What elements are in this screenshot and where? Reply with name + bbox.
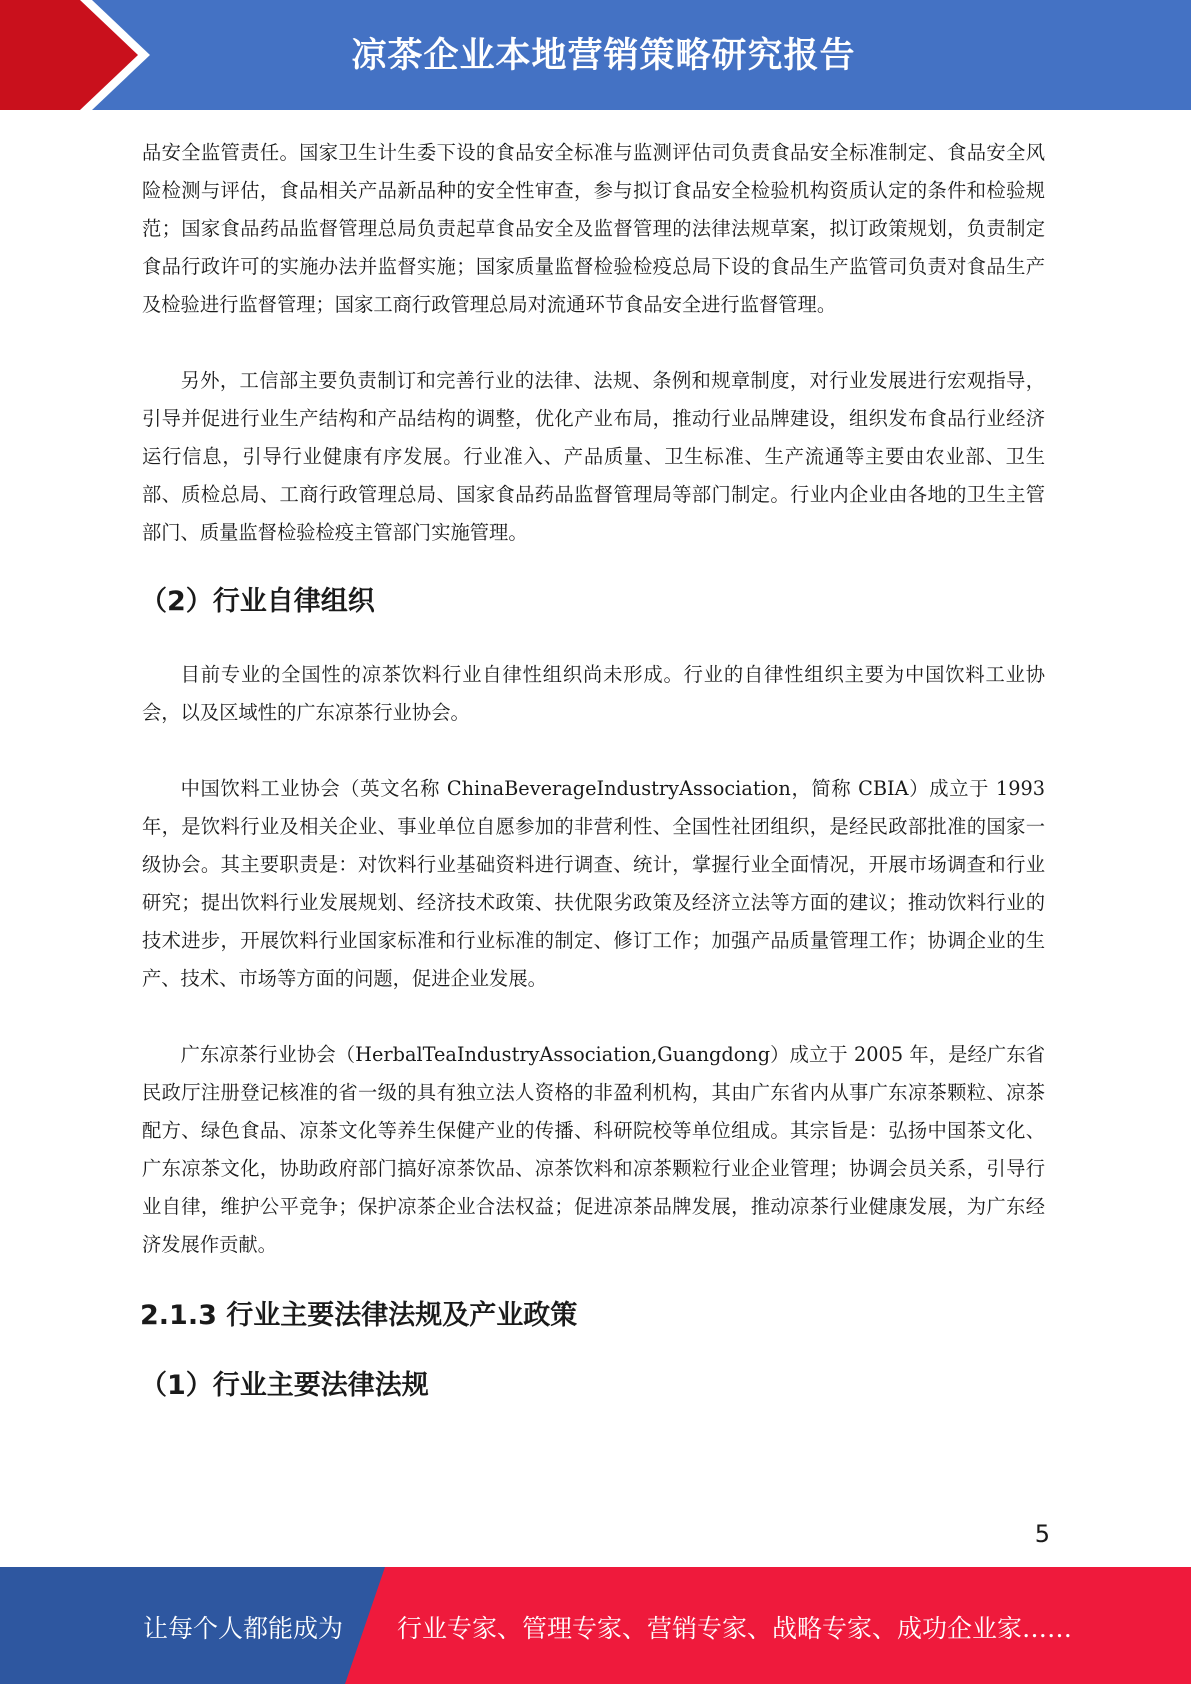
document-title: 凉茶企业本地营销策略研究报告 xyxy=(351,36,856,76)
paragraph-miit-responsibilities: 另外，工信部主要负责制订和完善行业的法律、法规、条例和规章制度，对行业发展进行宏观指导，引导并促进行业生产结构和产品结构的调整，优化产业布局，推动行业品牌建设，组织发布食品行业经济运行信息，引导行业健康有序发展。行业准入、产品质量、卫生标准、生产流通等主要由农业部、卫生部、质检总局、工商行政管理总局、国家食品药品监督管理局等部门制定。行业内企业由各地的卫生主管部门、质量监督检验检疫主管部门实施管理。 xyxy=(142,369,1045,544)
footer-slogan-right: 行业专家、管理专家、营销专家、战略专家、成功企业家…… xyxy=(397,1614,1073,1643)
page-footer xyxy=(0,1567,1191,1684)
section-heading-laws-policies: 2.1.3 行业主要法律法规及产业政策 xyxy=(140,1300,578,1331)
page-body xyxy=(142,134,1045,1406)
page-number: 5 xyxy=(1034,1520,1050,1548)
footer-slogan-left: 让每个人都能成为 xyxy=(143,1614,344,1643)
paragraph-regulation-continued: 品安全监管责任。国家卫生计生委下设的食品安全标准与监测评估司负责食品安全标准制定、食品安全风险检测与评估，食品相关产品新品种的安全性审查，参与拟订食品安全检验机构资质认定的条件和检验规范；国家食品药品监督管理总局负责起草食品安全及监督管理的法律法规草案，拟订政策规划，负责制定食品行政许可的实施办法并监督实施；国家质量监督检验检疫总局下设的食品生产监管司负责对食品生产及检验进行监督管理；国家工商行政管理总局对流通环节食品安全进行监督管理。 xyxy=(142,141,1045,316)
paragraph-guangdong-association: 广东凉茶行业协会（HerbalTeaIndustryAssociation,Guangdong）成立于 2005 年，是经广东省民政厅注册登记核准的省一级的具有独立法人资格的非盈利机构，其由广东省内从事广东凉茶颗粒、凉茶配方、绿色食品、凉茶文化等养生保健产业的传播、科研院校等单位组成。其宗旨是：弘扬中国茶文化、广东凉茶文化，协助政府部门搞好凉茶饮品、凉茶饮料和凉茶颗粒行业企业管理；协调会员关系，引导行业自律，维护公平竞争；保护凉茶企业合法权益；促进凉茶品牌发展，推动凉茶行业健康发展，为广东经济发展作贡献。 xyxy=(142,1043,1045,1256)
page-header xyxy=(0,0,1191,110)
paragraph-cbia: 中国饮料工业协会（英文名称 ChinaBeverageIndustryAssociation，简称 CBIA）成立于 1993 年，是饮料行业及相关企业、事业单位自愿参加的非营利性、全国性社团组织，是经民政部批准的国家一级协会。其主要职责是：对饮料行业基础资料进行调查、统计，掌握行业全面情况，开展市场调查和行业研究；提出饮料行业发展规划、经济技术政策、扶优限劣政策及经济立法等方面的建议；推动饮料行业的技术进步，开展饮料行业国家标准和行业标准的制定、修订工作；加强产品质量管理工作；协调企业的生产、技术、市场等方面的问题，促进企业发展。 xyxy=(142,777,1045,990)
paragraph-self-regulation-intro: 目前专业的全国性的凉茶饮料行业自律性组织尚未形成。行业的自律性组织主要为中国饮料工业协会，以及区域性的广东凉茶行业协会。 xyxy=(142,663,1045,724)
section-heading-self-regulation: （2）行业自律组织 xyxy=(140,586,375,617)
section-heading-main-laws: （1）行业主要法律法规 xyxy=(140,1370,429,1401)
